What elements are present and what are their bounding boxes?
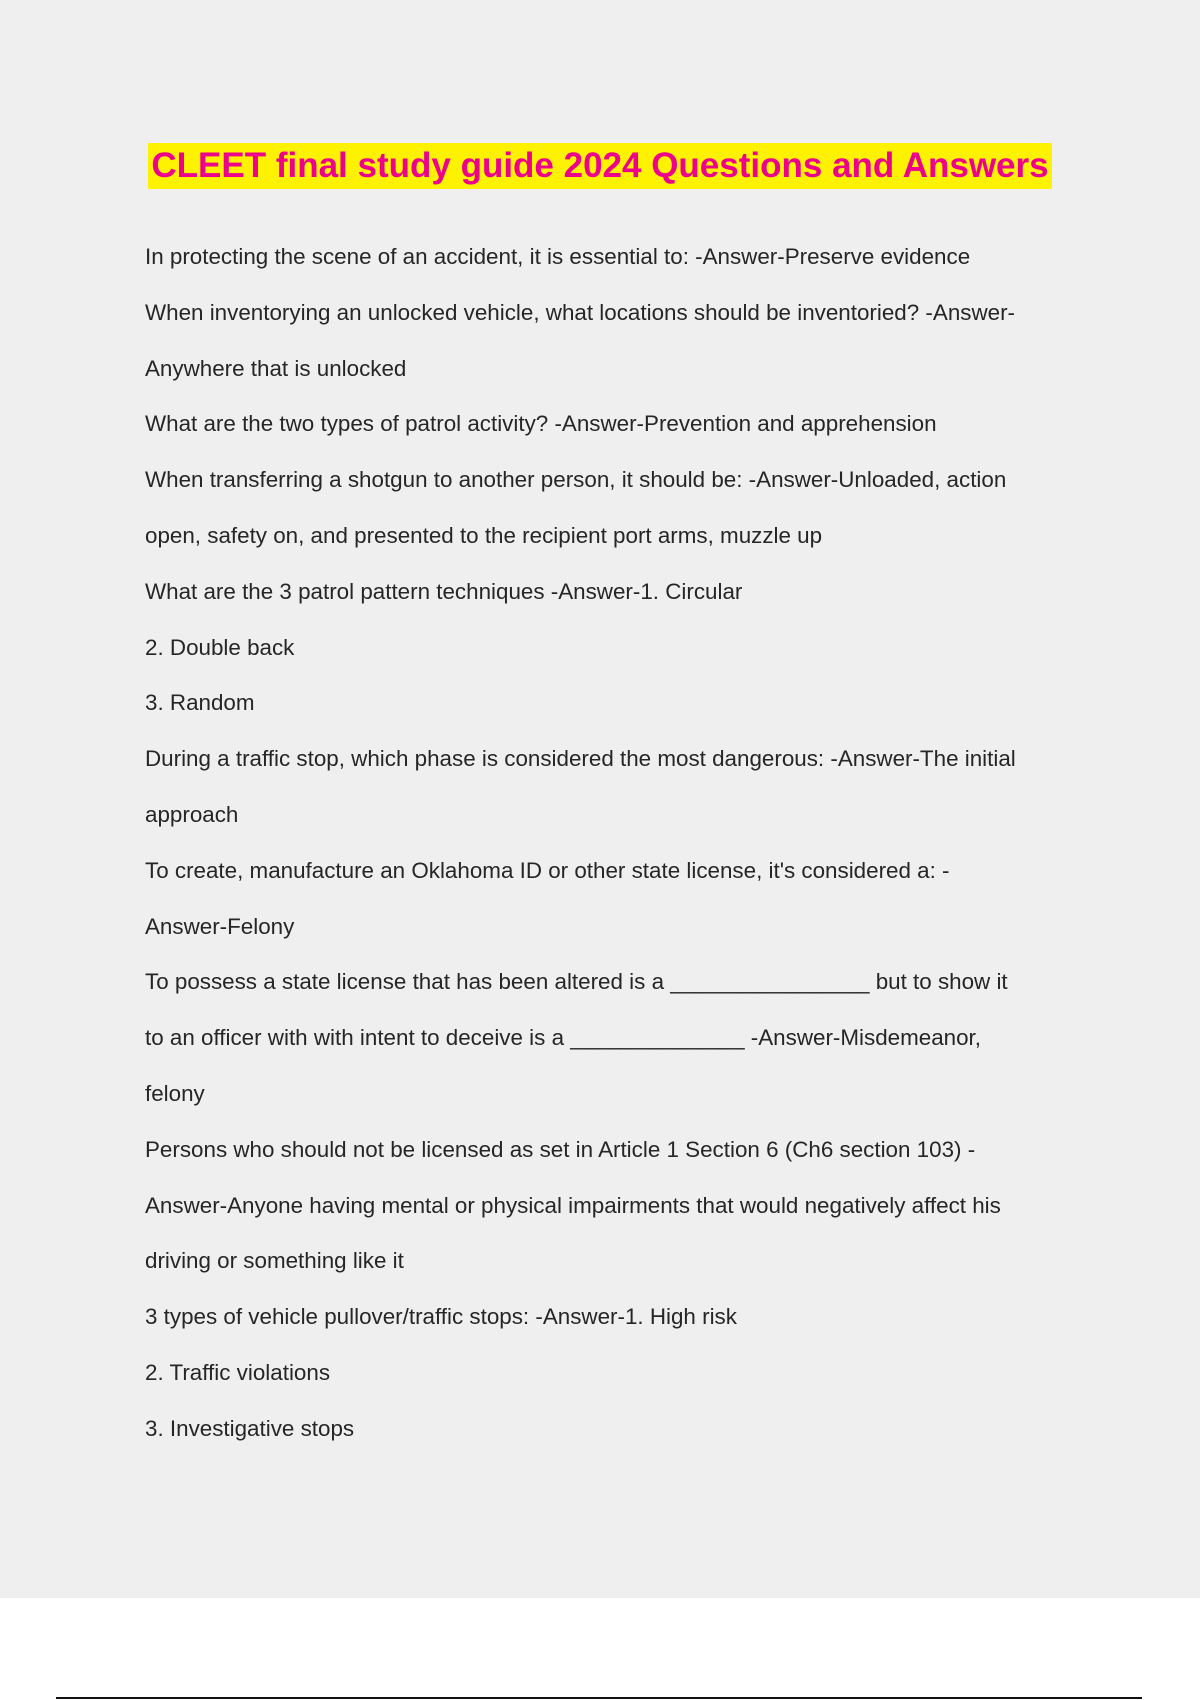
body-line: to an officer with with intent to deceive is a ______________ -Answer-Misdemeanor, — [145, 1025, 981, 1051]
body-line: approach — [145, 801, 239, 827]
document-body — [145, 229, 1085, 1457]
body-line: felony — [145, 1080, 205, 1106]
body-line: In protecting the scene of an accident, it is essential to: -Answer-Preserve evidence — [145, 244, 971, 269]
body-line: 2. Double back — [145, 634, 295, 660]
title-container — [0, 143, 1200, 189]
body-line: Answer-Anyone having mental or physical impairments that would negatively affect his — [145, 1192, 1001, 1218]
footer-rule — [56, 1697, 1142, 1699]
body-line: What are the 3 patrol pattern techniques -Answer-1. Circular — [145, 578, 743, 604]
body-line: When inventorying an unlocked vehicle, what locations should be inventoried? -Answer- — [145, 299, 1015, 325]
body-line: open, safety on, and presented to the recipient port arms, muzzle up — [145, 522, 823, 548]
body-line: Persons who should not be licensed as set in Article 1 Section 6 (Ch6 section 103) - — [145, 1136, 976, 1162]
body-line: To possess a state license that has been altered is a ________________ but to show it — [145, 969, 1008, 995]
body-line: 2. Traffic violations — [145, 1359, 331, 1385]
body-line: driving or something like it — [145, 1248, 404, 1274]
body-line: Anywhere that is unlocked — [145, 355, 407, 381]
body-line: What are the two types of patrol activity? -Answer-Prevention and apprehension — [145, 411, 937, 437]
body-line: Answer-Felony — [145, 913, 295, 939]
body-line: 3. Random — [145, 690, 255, 716]
document-title: CLEET final study guide 2024 Questions and Answers — [148, 143, 1051, 189]
body-line: To create, manufacture an Oklahoma ID or other state license, it's considered a: - — [145, 857, 950, 883]
body-line: When transferring a shotgun to another person, it should be: -Answer-Unloaded, action — [145, 467, 1007, 493]
body-line: 3. Investigative stops — [145, 1415, 355, 1441]
body-line: During a traffic stop, which phase is considered the most dangerous: -Answer-The initial — [145, 746, 1016, 772]
body-line: 3 types of vehicle pullover/traffic stops: -Answer-1. High risk — [145, 1304, 737, 1330]
